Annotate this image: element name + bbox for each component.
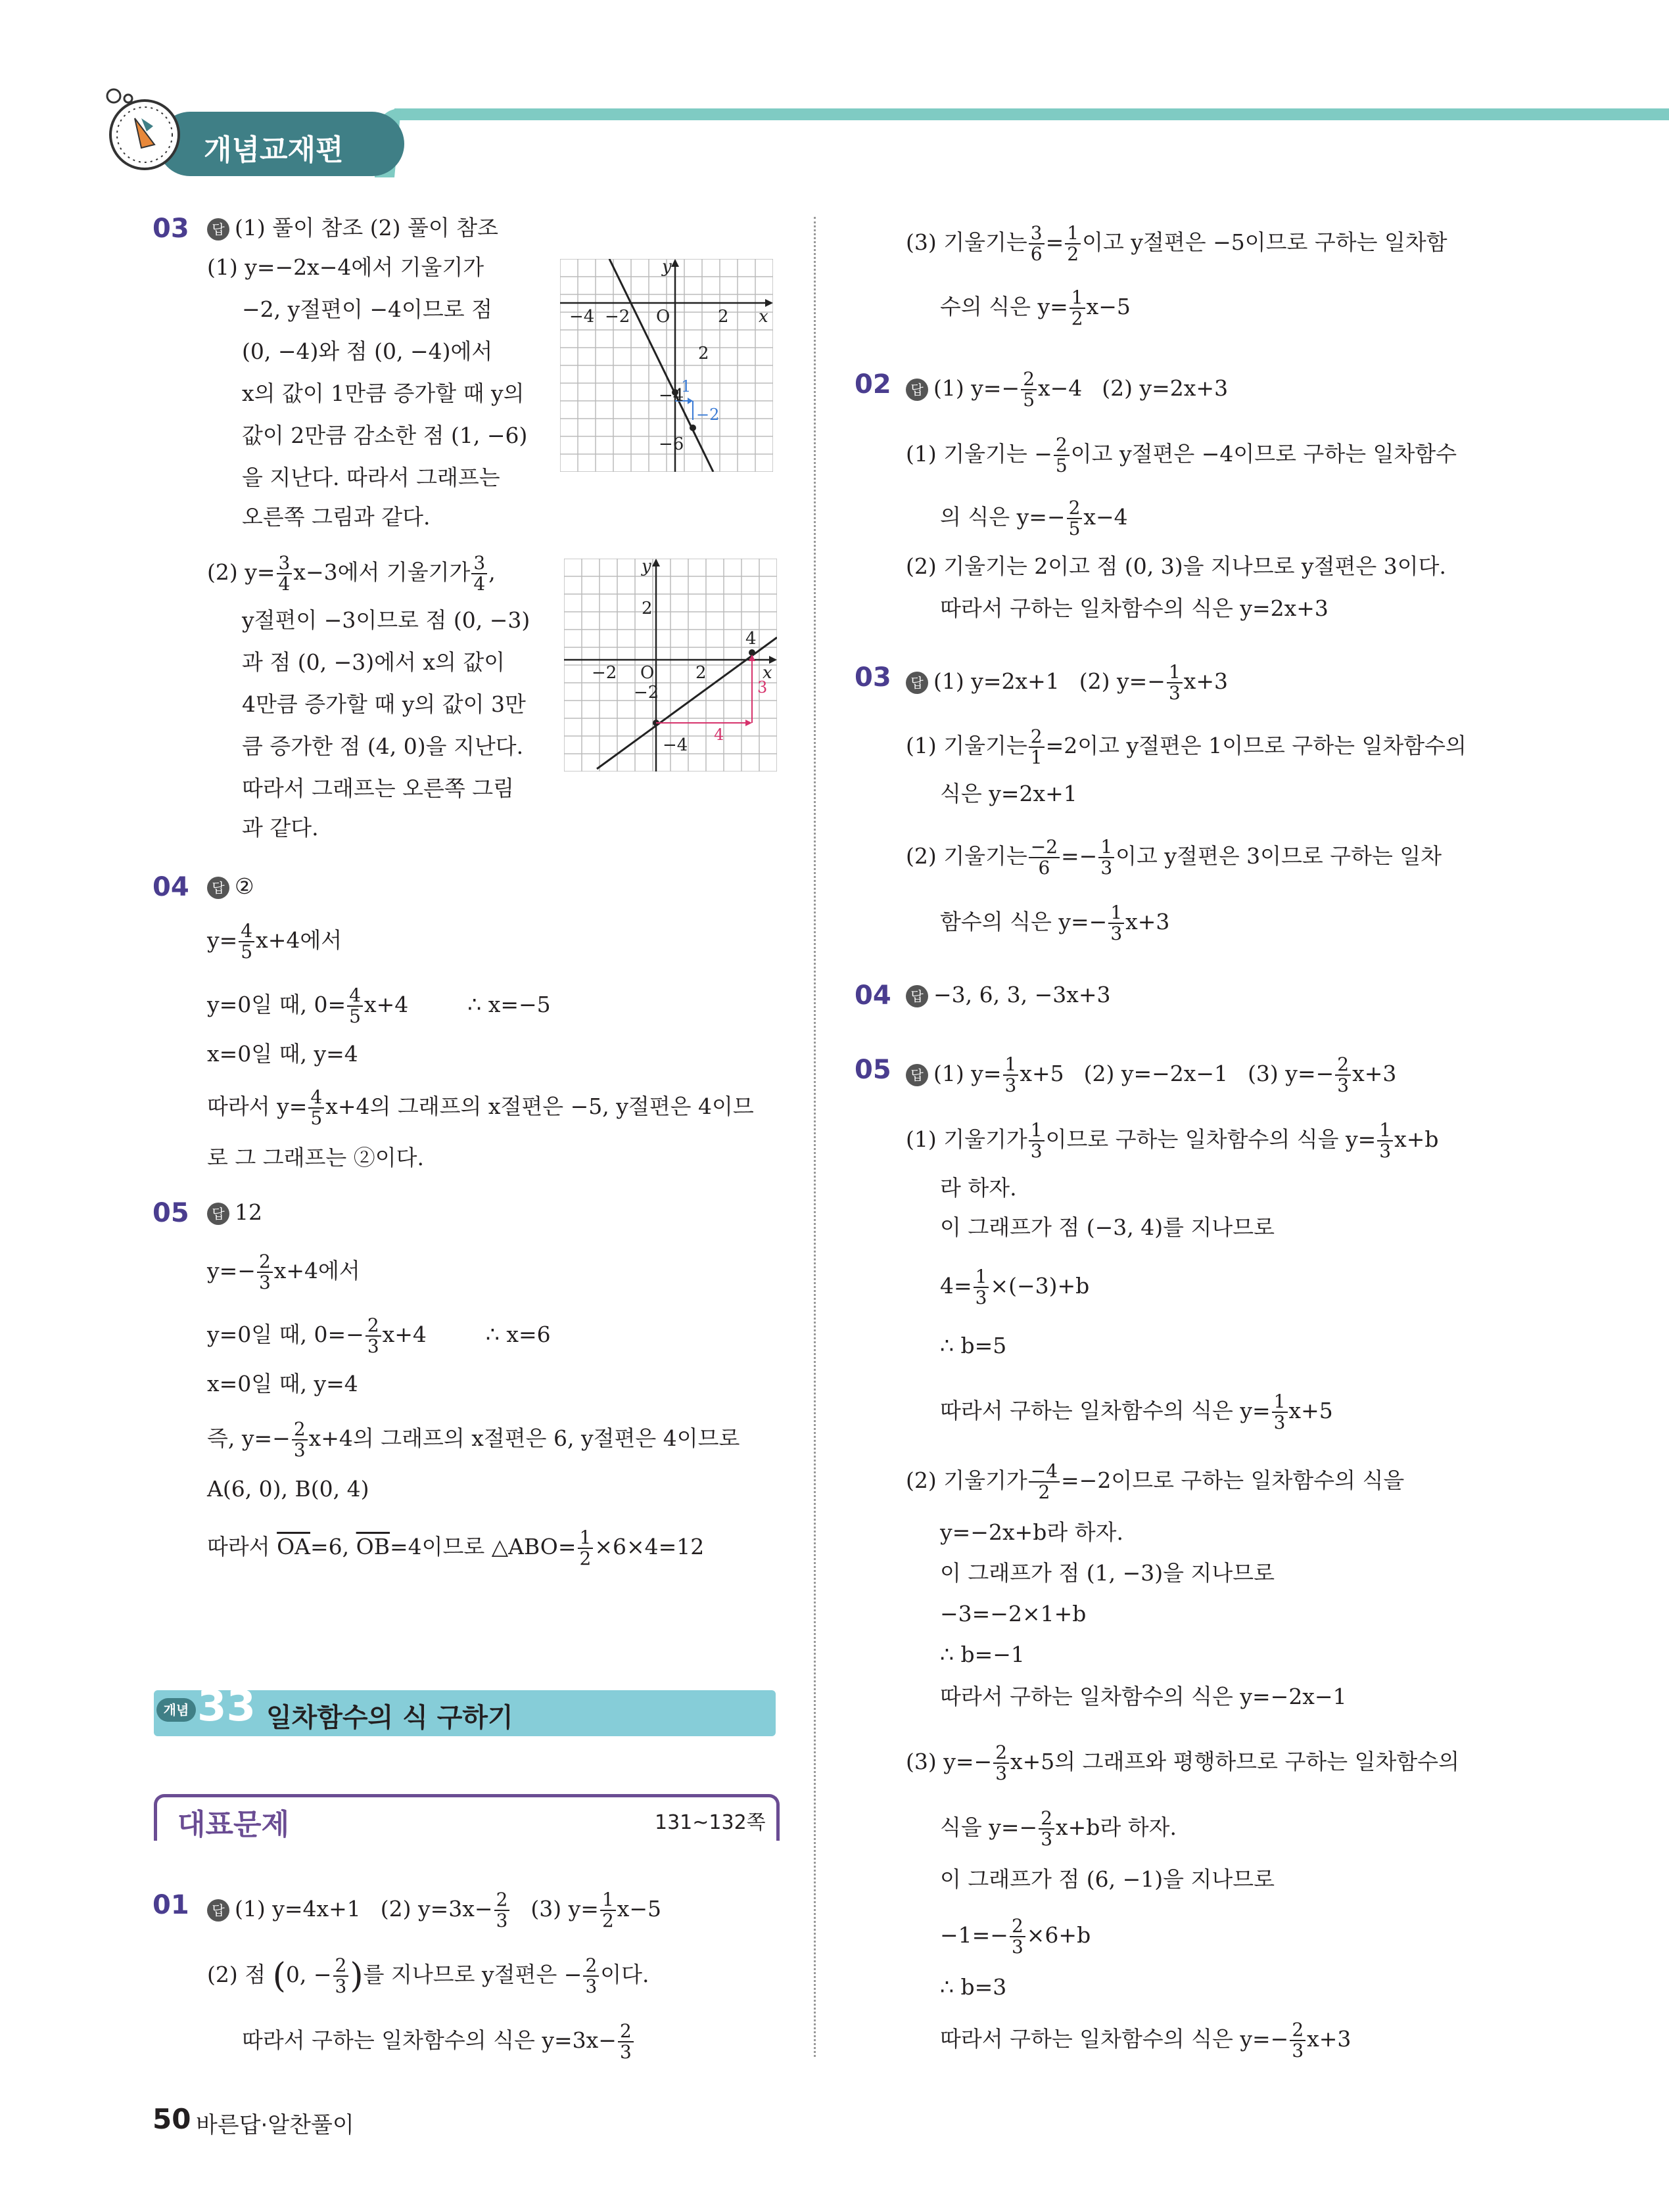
text-line: A(6, 0), B(0, 4): [207, 1476, 369, 1502]
tick: −4: [569, 307, 595, 327]
mark: 4: [714, 726, 724, 744]
column-divider: [814, 217, 816, 2057]
tick: −2: [592, 663, 617, 683]
fraction: $\frac{1}{3}$: [1098, 837, 1114, 878]
text-line: 따라서 구하는 일차함수의 식은 y=−2x−1: [940, 1684, 1347, 1709]
fraction: $\frac{2}{3}$: [365, 1316, 381, 1356]
text-line: 따라서 구하는 일차함수의 식은 y=2x+3: [940, 595, 1328, 621]
problem-number-04: 04: [153, 872, 189, 902]
fraction: $\frac{2}{3}$: [1039, 1809, 1054, 1849]
tick: x: [759, 307, 768, 327]
text-line: 큼 증가한 점 (4, 0)을 지난다.: [242, 733, 524, 759]
fraction: $\frac{2}{3}$: [1290, 2020, 1305, 2061]
text-line: x=0일 때, y=4: [207, 1041, 358, 1067]
text-line: 과 점 (0, −3)에서 x의 값이: [242, 649, 505, 675]
text-line: ∴ b=−1: [940, 1642, 1025, 1667]
text-line: −2, y절편이 −4이므로 점: [242, 296, 493, 322]
fraction: $\frac{1}{3}$: [1272, 1392, 1288, 1433]
concept-number: 33: [197, 1682, 256, 1731]
text-line: 식은 y=2x+1: [940, 781, 1077, 806]
fraction: $\frac{2}{5}$: [1067, 498, 1083, 539]
fraction: $\frac{3}{4}$: [471, 553, 487, 594]
text-line: y=0일 때, 0= $\frac{4}{5}$ x+4 ∴ x=−5: [207, 984, 551, 1027]
text-line: y=− $\frac{2}{3}$ x+4에서: [207, 1251, 360, 1293]
answer-badge-icon: 답: [207, 1203, 229, 1225]
text-line: 식을 y=− $\frac{2}{3}$ x+b라 하자.: [940, 1807, 1177, 1850]
text-line: (1) y=−2x−4에서 기울기가: [207, 254, 484, 280]
tick: O: [640, 663, 655, 683]
answer-05: 답 12: [207, 1198, 262, 1227]
text-line: (3) 기울기는 $\frac{3}{6}$ = $\frac{1}{2}$ 이고 y절편은 −5이므로 구하는 일차함: [906, 222, 1447, 265]
text-line: (2) 기울기는 2이고 점 (0, 3)을 지나므로 y절편은 3이다.: [906, 553, 1446, 579]
tick: y: [642, 559, 651, 576]
problem-number-04-right: 04: [855, 980, 891, 1011]
answer-badge-icon: 답: [207, 1899, 229, 1922]
text-line: 4만큼 증가할 때 y의 값이 3만: [242, 691, 526, 717]
fraction: $\frac{3}{6}$: [1029, 223, 1045, 264]
text-line: −1=− $\frac{2}{3}$ ×6+b: [940, 1915, 1091, 1958]
text-line: (1) 기울기는 − $\frac{2}{5}$ 이고 y절편은 −4이므로 구하는 일차함수: [906, 434, 1457, 476]
text-line: 값이 2만큼 감소한 점 (1, −6): [242, 423, 528, 448]
tick: 2: [698, 344, 709, 363]
text-line: 따라서 $\overline{OA}=6$, $\overline{OB}=4$이므로 △ABO= $\frac{1}{2}$ ×6×4=12: [207, 1527, 705, 1569]
answer-badge-icon: 답: [906, 672, 928, 694]
text-line: 따라서 그래프는 오른쪽 그림: [242, 775, 515, 801]
fraction: $\frac{1}{2}$: [1070, 288, 1085, 329]
text-line: 의 식은 y=− $\frac{2}{5}$ x−4: [940, 497, 1128, 540]
problem-number-03-right: 03: [855, 662, 891, 693]
text-line: 따라서 y= $\frac{4}{5}$ x+4의 그래프의 x절편은 −5, y절편은 4이므: [207, 1086, 754, 1129]
fraction: $\frac{1}{3}$: [1029, 1120, 1045, 1161]
text-line: −3=−2×1+b: [940, 1601, 1087, 1626]
text-line: 이 그래프가 점 (1, −3)을 지나므로: [940, 1560, 1275, 1586]
problem-number-03: 03: [153, 214, 189, 244]
tick: 2: [642, 599, 653, 618]
tick: x: [763, 663, 772, 683]
text-line: 라 하자.: [940, 1175, 1017, 1201]
answer-01: 답 (1) y=4x+1 (2) y=3x− $\frac{2}{3}$ (3) y= $\frac{1}{2}$ x−5: [207, 1890, 661, 1931]
text-line: y=0일 때, 0=− $\frac{2}{3}$ x+4 ∴ x=6: [207, 1314, 551, 1357]
answer-badge-icon: 답: [207, 218, 229, 241]
text-line: (2) 기울기가 $\frac{-4}{2}$ =−2이므로 구하는 일차함수의 식을: [906, 1460, 1405, 1503]
fraction: $\frac{4}{5}$: [308, 1088, 324, 1128]
fraction: $\frac{2}{3}$: [583, 1956, 599, 1996]
fraction: $\frac{2}{3}$: [1335, 1055, 1351, 1095]
fraction: $\frac{2}{3}$: [257, 1252, 273, 1293]
fraction: $\frac{-2}{6}$: [1029, 837, 1060, 878]
fraction: $\frac{2}{3}$: [618, 2021, 634, 2062]
tick: −4: [659, 386, 684, 405]
header-tab-label: 개념교재편: [204, 133, 344, 167]
answer-05-right: 답 (1) y= $\frac{1}{3}$ x+5 (2) y=−2x−1 (3) y=− $\frac{2}{3}$ x+3: [906, 1055, 1396, 1095]
tick: −6: [659, 434, 684, 454]
fraction: $\frac{2}{3}$: [1010, 1916, 1025, 1957]
fraction: $\frac{2}{3}$: [993, 1743, 1009, 1784]
page-number: 50: [153, 2103, 191, 2135]
fraction: $\frac{1}{3}$: [974, 1267, 989, 1308]
graph-1: [560, 259, 773, 472]
mark: −2: [696, 405, 720, 424]
fraction: $\frac{1}{2}$: [578, 1528, 594, 1569]
tick: 2: [695, 663, 707, 683]
text-line: y=−2x+b라 하자.: [940, 1519, 1123, 1545]
tick: −2: [605, 307, 630, 327]
answer-badge-icon: 답: [207, 877, 229, 899]
concept-tag: 개념: [156, 1698, 196, 1722]
fraction: $\frac{4}{5}$: [347, 986, 363, 1026]
fraction: $\frac{1}{2}$: [600, 1890, 616, 1931]
answer-02: 답 (1) y=− $\frac{2}{5}$ x−4 (2) y=2x+3: [906, 369, 1228, 410]
text-line: 따라서 구하는 일차함수의 식은 y= $\frac{1}{3}$ x+5: [940, 1391, 1333, 1433]
text-line: 과 같다.: [242, 815, 319, 841]
text-line: y절편이 −3이므로 점 (0, −3): [242, 607, 530, 633]
tick: −2: [634, 683, 659, 703]
concept-title: 일차함수의 식 구하기: [266, 1703, 513, 1733]
text-line: 따라서 구하는 일차함수의 식은 y=3x− $\frac{2}{3}$: [242, 2021, 635, 2062]
footer-label: 바른답·알찬풀이: [196, 2112, 354, 2138]
fraction: $\frac{2}{3}$: [333, 1956, 349, 1996]
answer-03-right: 답 (1) y=2x+1 (2) y=− $\frac{1}{3}$ x+3: [906, 662, 1228, 703]
text-line: (1) 기울기는 $\frac{2}{1}$ =2이고 y절편은 1이므로 구하는 일차함수의: [906, 726, 1467, 768]
answer-04: 답 ②: [207, 872, 254, 901]
text-line: (2) 점 (0, − $\frac{2}{3}$ )를 지나므로 y절편은 − $\frac{2}{3}$ 이다.: [207, 1954, 649, 1997]
text-line: 이 그래프가 점 (−3, 4)를 지나므로: [940, 1214, 1275, 1240]
answer-badge-icon: 답: [906, 1064, 928, 1086]
rep-title: 대표문제: [172, 1801, 294, 1843]
answer-03: 답 (1) 풀이 참조 (2) 풀이 참조: [207, 214, 498, 242]
fraction: $\frac{1}{3}$: [1377, 1120, 1393, 1161]
fraction: $\frac{1}{3}$: [1167, 662, 1183, 703]
problem-number-01: 01: [153, 1890, 189, 1920]
text-line: y= $\frac{4}{5}$ x+4에서: [207, 920, 342, 963]
fraction: $\frac{2}{5}$: [1054, 435, 1070, 476]
text-line: (2) y= $\frac{3}{4}$ x−3에서 기울기가 $\frac{3}{4}$ ,: [207, 552, 496, 595]
text-line: 을 지난다. 따라서 그래프는: [242, 465, 500, 490]
problem-number-05-right: 05: [855, 1055, 891, 1085]
answer-badge-icon: 답: [906, 985, 928, 1007]
text-line: 수의 식은 y= $\frac{1}{2}$ x−5: [940, 287, 1131, 329]
problem-number-05: 05: [153, 1198, 189, 1228]
text-line: (3) y=− $\frac{2}{3}$ x+5의 그래프와 평행하므로 구하는 일차함수의: [906, 1741, 1460, 1784]
tick: y: [662, 259, 672, 277]
fraction: $\frac{2}{5}$: [1021, 369, 1037, 410]
fraction: $\frac{1}{3}$: [1108, 903, 1124, 944]
fraction: $\frac{4}{5}$: [239, 921, 254, 962]
text-line: 함수의 식은 y=− $\frac{1}{3}$ x+3: [940, 902, 1170, 944]
tick: 2: [718, 307, 729, 327]
mark: 1: [681, 377, 692, 396]
fraction: $\frac{2}{3}$: [494, 1890, 510, 1931]
text-line: 이 그래프가 점 (6, −1)을 지나므로: [940, 1866, 1275, 1892]
tick: −4: [663, 735, 688, 755]
tick: O: [656, 307, 670, 327]
stopwatch-icon: [95, 85, 187, 177]
fraction: $\frac{2}{3}$: [292, 1419, 308, 1460]
text-line: ∴ b=3: [940, 1974, 1007, 2000]
text-line: (0, −4)와 점 (0, −4)에서: [242, 338, 493, 364]
answer-badge-icon: 답: [906, 379, 928, 401]
tick: 4: [745, 629, 757, 649]
text-line: (1) 기울기가 $\frac{1}{3}$ 이므로 구하는 일차함수의 식을 y= $\frac{1}{3}$ x+b: [906, 1119, 1439, 1162]
text-line: x=0일 때, y=4: [207, 1371, 358, 1396]
mark: 3: [757, 678, 768, 697]
text-line: 따라서 구하는 일차함수의 식은 y=− $\frac{2}{3}$ x+3: [940, 2019, 1352, 2062]
fraction: $\frac{1}{2}$: [1065, 223, 1081, 264]
fraction: $\frac{2}{1}$: [1029, 727, 1045, 768]
text-line: ∴ b=5: [940, 1333, 1007, 1358]
fraction: $\frac{1}{3}$: [1003, 1055, 1019, 1095]
answer-04-right: 답 −3, 6, 3, −3x+3: [906, 980, 1110, 1009]
text-line: (2) 기울기는 $\frac{-2}{6}$ =− $\frac{1}{3}$ 이고 y절편은 3이므로 구하는 일차: [906, 836, 1442, 879]
fraction: $\frac{3}{4}$: [277, 553, 293, 594]
fraction: $\frac{-4}{2}$: [1029, 1462, 1060, 1502]
problem-number-02: 02: [855, 369, 891, 400]
text-line: 오른쪽 그림과 같다.: [242, 504, 431, 530]
text-line: 로 그 그래프는 ②이다.: [207, 1145, 424, 1170]
rep-pages: 131~132쪽: [651, 1806, 770, 1835]
text-line: x의 값이 1만큼 증가할 때 y의: [242, 380, 525, 406]
text-line: 4= $\frac{1}{3}$ ×(−3)+b: [940, 1266, 1090, 1308]
graph-2: [564, 559, 777, 772]
text-line: 즉, y=− $\frac{2}{3}$ x+4의 그래프의 x절편은 6, y절편은 4이므로: [207, 1418, 740, 1461]
